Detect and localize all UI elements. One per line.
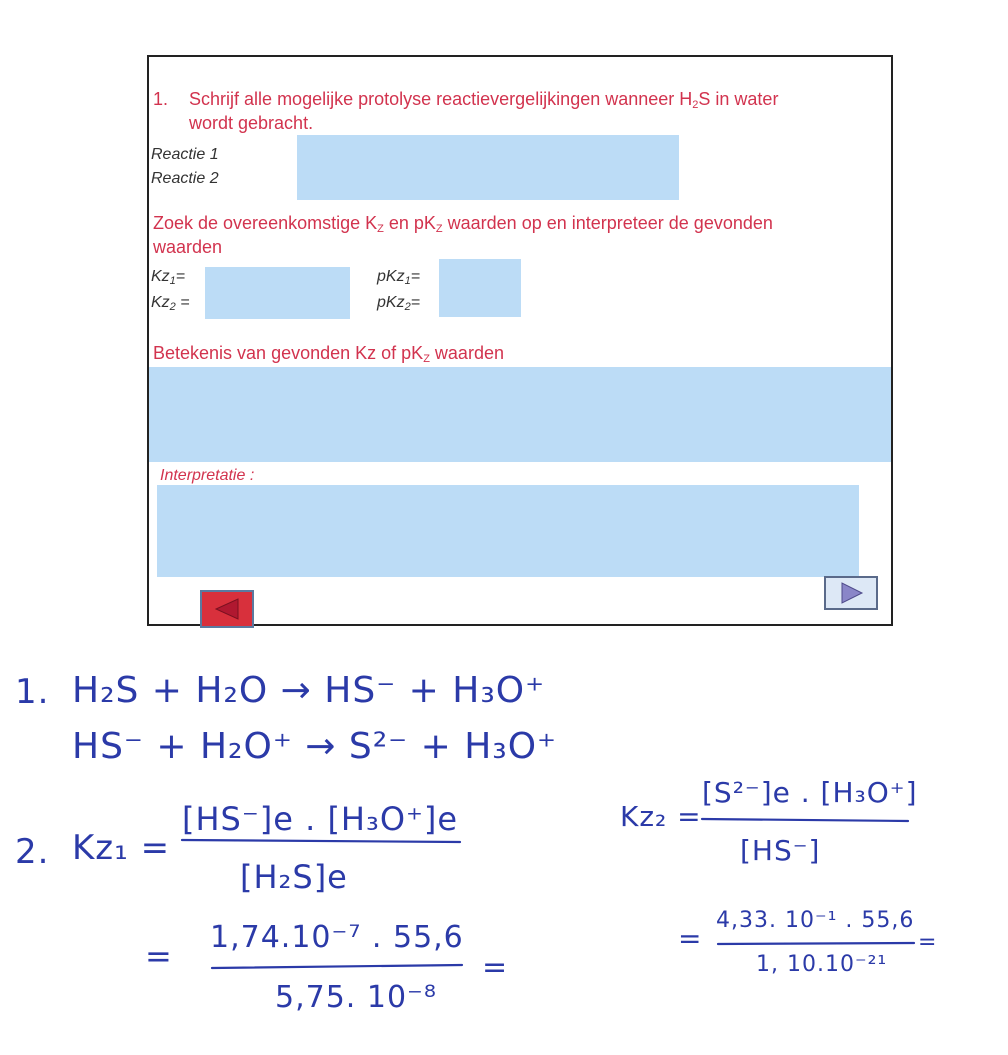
kz2-label: $Kz_2$ = — [151, 294, 190, 313]
hand-kz2-fraction-bar — [700, 815, 915, 825]
question-1: 1. Schrijf alle mogelijke protolyse reactievergelijkingen wanneer $H_2S$ in water wordt gebracht. — [153, 89, 779, 133]
hand-kz2-numerator: [S²⁻]e . [H₃O⁺] — [702, 776, 918, 809]
hand-kz2-lhs: Kz₂ = — [620, 800, 702, 833]
hand-kz1-lhs: Kz₁ = — [72, 828, 171, 868]
hand-kz1-numerator: [HS⁻]e . [H₃O⁺]e — [182, 800, 459, 838]
interpretation-label: Interpretatie : — [160, 467, 255, 484]
question-2: Zoek de overeenkomstige $K_Z$ en $pK_Z$ waarden op en interpreteer de gevonden waarden — [153, 213, 773, 257]
hand-kz1-denominator: [H₂S]e — [240, 858, 348, 896]
hand-reaction-1: H₂S + H₂O → HS⁻ + H₃O⁺ — [72, 670, 546, 711]
hand-kz2-calc-denominator: 1, 10.10⁻²¹ — [756, 952, 888, 977]
hand-kz2-calc-bar — [716, 939, 921, 949]
hand-reaction-2: HS⁻ + H₂O⁺ → S²⁻ + H₃O⁺ — [72, 726, 558, 767]
interpretation-input[interactable] — [157, 485, 859, 577]
meaning-input[interactable] — [149, 367, 891, 462]
reaction-input[interactable] — [297, 135, 679, 200]
question-3: Betekenis van gevonden Kz of $pK_Z$ waarden — [153, 343, 504, 365]
hand-kz2-denominator: [HS⁻] — [740, 834, 821, 867]
previous-button[interactable] — [200, 590, 254, 628]
hand-kz2-calc-equals: = — [918, 930, 938, 955]
hand-kz1-calc-bar — [210, 962, 470, 972]
exercise-panel — [147, 55, 893, 626]
hand-kz1-equals: = — [145, 937, 173, 975]
hand-kz1-calc-equals: = — [482, 950, 509, 985]
next-button[interactable] — [824, 576, 878, 610]
pkz1-label: pKz$_1$= — [377, 268, 421, 287]
hand-kz1-fraction-bar — [180, 836, 470, 846]
reaction-2-label: Reactie 2 — [151, 170, 219, 187]
hand-kz2-calc-numerator: 4,33. 10⁻¹ . 55,6 — [716, 908, 915, 933]
hand-line3-number: 2. — [15, 832, 50, 872]
hand-kz2-equals: = — [678, 922, 703, 955]
hand-kz1-calc-numerator: 1,74.10⁻⁷ . 55,6 — [210, 920, 464, 955]
triangle-right-icon — [836, 581, 866, 605]
pkz2-label: pKz$_2$= — [377, 294, 421, 313]
kz-input[interactable] — [205, 267, 350, 319]
pkz-input[interactable] — [439, 259, 521, 317]
reaction-1-label: Reactie 1 — [151, 146, 219, 163]
question-number: 1. — [153, 89, 169, 109]
kz1-label: $Kz_1=$ — [151, 268, 186, 287]
triangle-left-icon — [212, 597, 242, 621]
hand-line1-number: 1. — [15, 672, 50, 712]
hand-kz1-calc-denominator: 5,75. 10⁻⁸ — [275, 980, 437, 1015]
